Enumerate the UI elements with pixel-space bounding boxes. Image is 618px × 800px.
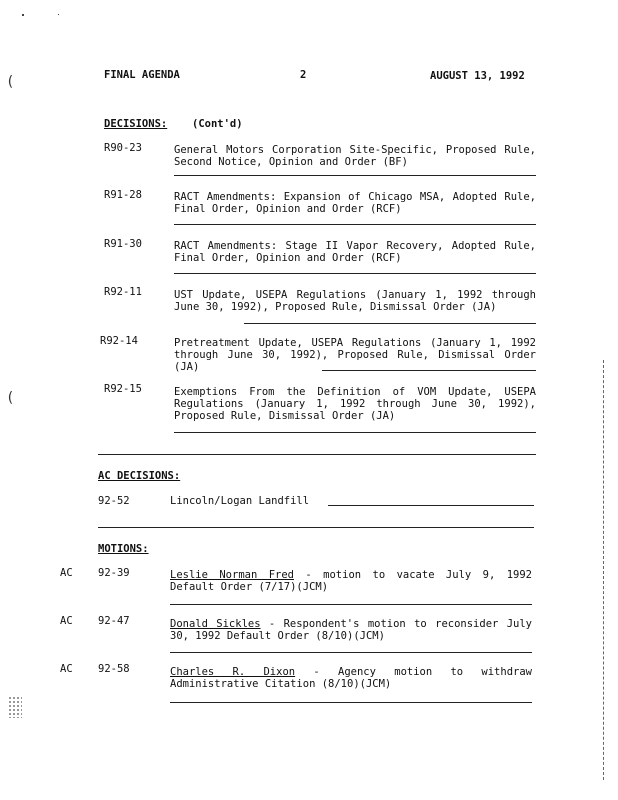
decision-text: General Motors Corporation Site-Specific, Proposed Rule, Second Notice, Opinion and Order (BF) [174, 144, 536, 168]
motion-description: - Respondent's motion to reconsider July 30, 1992 Default Order (8/10)(JCM) [170, 618, 532, 642]
scan-noise [8, 696, 22, 718]
header-title: FINAL AGENDA [104, 69, 180, 81]
signature-line [174, 273, 536, 274]
decision-text: Pretreatment Update, USEPA Regulations (January 1, 1992 through June 30, 1992), Proposed Rule, Dismissal Order (JA) [174, 337, 536, 373]
motions-heading: MOTIONS: [98, 543, 149, 555]
scan-speck [22, 14, 24, 16]
signature-line [170, 652, 532, 653]
motion-code: 92-58 [98, 663, 130, 675]
motion-text [170, 666, 532, 690]
scan-mark: ( [6, 74, 15, 90]
signature-line [174, 175, 536, 176]
page-number: 2 [300, 69, 307, 81]
motion-party: Donald Sickles [170, 618, 261, 630]
motion-description: - motion to vacate July 9, 1992 Default Order (7/17)(JCM) [170, 569, 532, 593]
signature-line [170, 604, 532, 605]
decision-text: UST Update, USEPA Regulations (January 1, 1992 through June 30, 1992), Proposed Rule, Dismissal Order (JA) [174, 289, 536, 313]
decision-code: R92-15 [104, 383, 142, 395]
scan-edge [603, 360, 606, 780]
decision-text: RACT Amendments: Stage II Vapor Recovery, Adopted Rule, Final Order, Opinion and Order (RCF) [174, 240, 536, 264]
signature-line [322, 370, 536, 371]
decision-text: Exemptions From the Definition of VOM Update, USEPA Regulations (January 1, 1992 through June 30, 1992), Proposed Rule, Dismissal Order (JA) [174, 386, 536, 422]
ac-decision-code: 92-52 [98, 495, 130, 507]
section-divider [98, 527, 534, 528]
motion-party: Leslie Norman Fred [170, 569, 294, 581]
signature-line [174, 224, 536, 225]
signature-line [170, 702, 532, 703]
motion-text [170, 569, 532, 593]
scan-mark: ( [6, 390, 15, 406]
motion-description: - Agency motion to withdraw Administrative Citation (8/10)(JCM) [170, 666, 532, 690]
decision-code: R91-28 [104, 189, 142, 201]
motion-type: AC [60, 663, 73, 675]
ac-decision-text: Lincoln/Logan Landfill [170, 495, 310, 507]
decision-code: R92-11 [104, 286, 142, 298]
decision-code: R91-30 [104, 238, 142, 250]
decision-text: RACT Amendments: Expansion of Chicago MSA, Adopted Rule, Final Order, Opinion and Order (RCF) [174, 191, 536, 215]
signature-line [174, 432, 536, 433]
ac-decisions-heading: AC DECISIONS: [98, 470, 181, 482]
decisions-contd: (Cont'd) [192, 118, 243, 130]
scan-speck [58, 14, 59, 15]
motion-code: 92-47 [98, 615, 130, 627]
motion-type: AC [60, 615, 73, 627]
signature-line [328, 505, 534, 506]
decision-code: R92-14 [100, 335, 138, 347]
motion-type: AC [60, 567, 73, 579]
header-date: AUGUST 13, 1992 [430, 70, 525, 82]
motion-text [170, 618, 532, 642]
motion-party: Charles R. Dixon [170, 666, 296, 678]
motion-code: 92-39 [98, 567, 130, 579]
signature-line [244, 323, 536, 324]
section-divider [98, 454, 536, 455]
decisions-heading: DECISIONS: [104, 118, 168, 130]
decision-code: R90-23 [104, 142, 142, 154]
